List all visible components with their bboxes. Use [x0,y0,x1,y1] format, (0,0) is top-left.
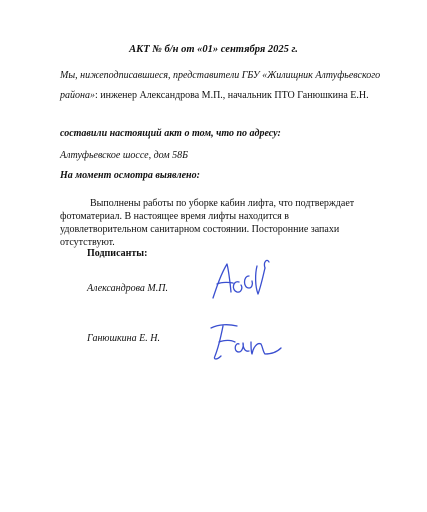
inspection-heading: На момент осмотра выявлено: [60,170,200,181]
signature-2-icon [205,318,287,364]
signers-heading: Подписанты: [87,248,148,259]
inspection-body-text: Выполнены работы по уборке кабин лифта, что подтверждает фотоматериал. В настоящее время лифты находится в удовлетворительном санитарном состоянии. Посторонние запахи отсутствуют. [60,198,355,248]
inspection-body [60,197,360,249]
compiled-statement: составили настоящий акт о том, что по адресу: [60,128,281,139]
intro-line-1: Мы, нижеподписавшиеся, представители ГБУ «Жилищник Алтуфьевского [60,70,381,81]
address: Алтуфьевское шоссе, дом 58Б [60,150,189,161]
signer-name-1: Александрова М.П. [87,283,168,294]
signer-name-2: Ганюшкина Е. Н. [87,333,160,344]
signature-1-icon [205,252,271,310]
intro-line-2-rest: : инженер Александрова М.П., начальник ПТО Ганюшкина Е.Н. [94,90,369,101]
document-title: АКТ № б/н от «01» сентября 2025 г. [129,44,298,55]
intro-line-2 [60,90,369,101]
intro-line-2-italic: района» [60,90,95,101]
